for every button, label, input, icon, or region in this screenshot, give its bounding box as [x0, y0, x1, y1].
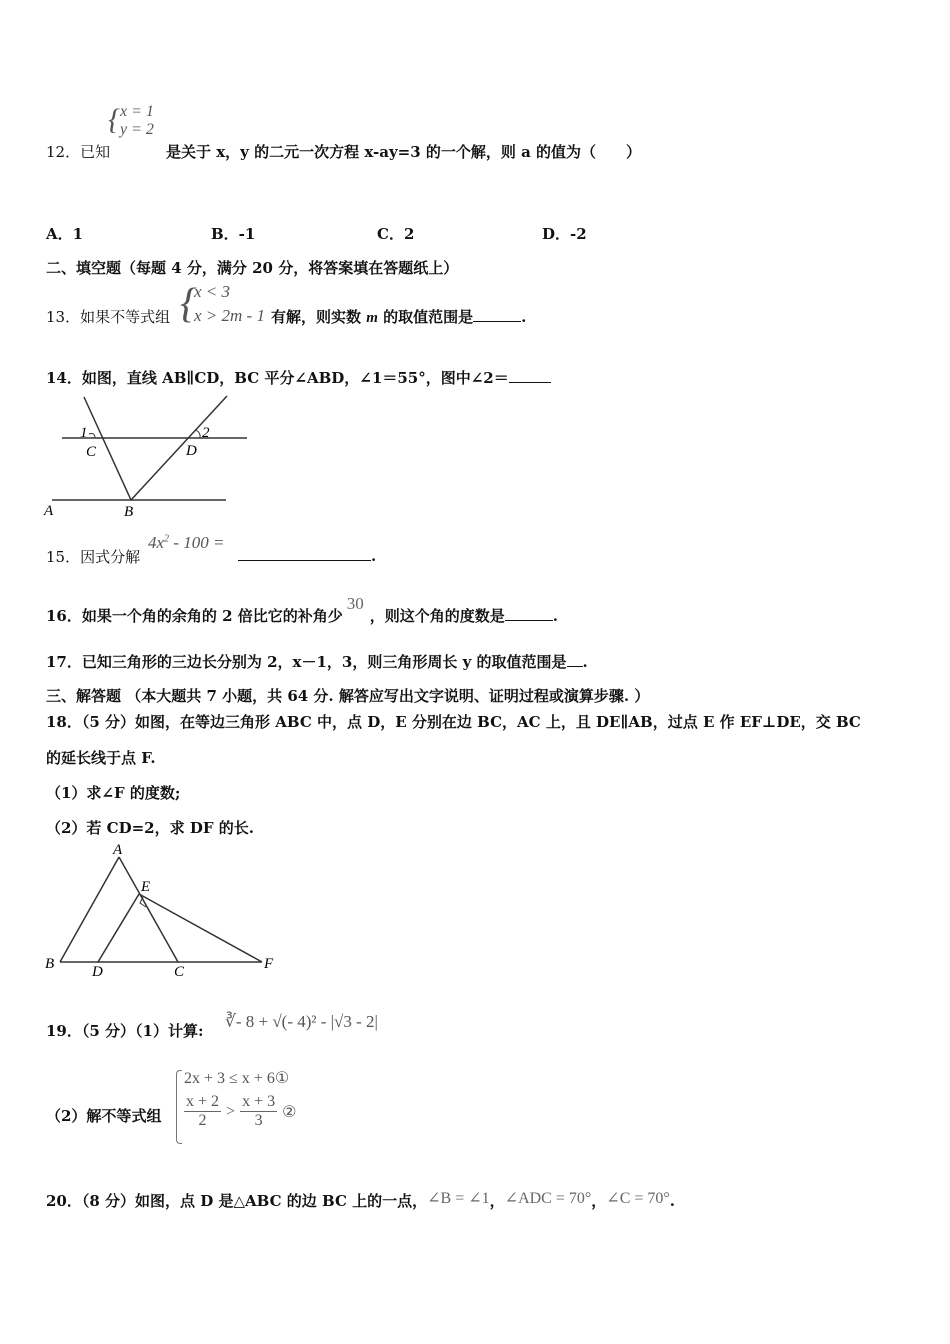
q20-condition-1: ∠B = ∠1	[427, 1190, 490, 1207]
q19-brace	[176, 1070, 182, 1144]
q19-expression: ∛- 8 + √(- 4)² - |√3 - 2|	[225, 1012, 378, 1031]
q17-answer-blank[interactable]	[567, 652, 583, 667]
q16-answer-blank[interactable]	[505, 606, 553, 621]
q12-eq1: x = 1	[120, 103, 154, 120]
q19-frac2-den: 3	[254, 1112, 263, 1129]
q13-text-b: 的取值范围是	[383, 308, 474, 326]
q15-number: 15．因式分解	[46, 548, 141, 566]
q13-text-a: 有解，则实数	[271, 308, 362, 326]
q15-expr-sup: 2	[164, 533, 170, 545]
section-2-heading: 二、填空题（每题 4 分，满分 20 分，将答案填在答题纸上）	[46, 259, 459, 277]
q12-number: 12．已知	[46, 143, 111, 161]
label-b: B	[124, 504, 134, 520]
q20-condition-3: ∠C = 70°	[606, 1190, 670, 1207]
q14-figure	[40, 392, 260, 522]
q12-option-c[interactable]: C．2	[377, 225, 415, 243]
label-b: B	[45, 956, 55, 972]
q20-sep-1: ，	[489, 1192, 505, 1210]
q13-text	[271, 306, 526, 327]
segment-ef	[139, 894, 262, 962]
q16-value: 30	[346, 594, 364, 613]
q19-part1: 19．（5 分）（1）计算:	[46, 1022, 204, 1040]
q17-question: 17．已知三角形的三边长分别为 2，x－1，3，则三角形周长 y 的取值范围是	[46, 653, 567, 671]
segment-de	[98, 894, 139, 962]
q15-expression	[148, 533, 224, 553]
q14-text	[46, 367, 551, 388]
q20-text	[46, 1190, 675, 1211]
q15-answer-blank[interactable]	[238, 546, 371, 561]
label-e: E	[141, 879, 151, 895]
q17-text	[46, 651, 588, 672]
q20-question: 20．（8 分）如图，点 D 是△ABC 的边 BC 上的一点，	[46, 1192, 428, 1210]
q19-frac2-num: x + 3	[242, 1093, 276, 1110]
q12-option-a[interactable]: A．1	[46, 225, 84, 243]
q20-sep-2: ，	[591, 1192, 607, 1210]
q19-ineq1: 2x + 3 ≤ x + 6①	[184, 1070, 290, 1087]
q12-option-d[interactable]: D．-2	[542, 225, 587, 243]
q16-end: .	[552, 607, 559, 625]
label-a: A	[113, 842, 123, 858]
label-angle-2: 2	[202, 425, 210, 441]
q12-system: { x = 1 y = 2	[108, 103, 154, 138]
q12-option-b[interactable]: B．-1	[211, 225, 256, 243]
segment-ac	[119, 857, 178, 962]
q18-line2: 的延长线于点 F.	[46, 749, 156, 767]
q16-text-a: 16．如果一个角的余角的 2 倍比它的补角少	[46, 607, 343, 625]
q20-end: .	[669, 1192, 676, 1210]
q18-part2: （2）若 CD=2，求 DF 的长.	[46, 819, 254, 837]
q15-expr-a: 4x	[148, 533, 165, 552]
q12-eq2: y = 2	[120, 121, 154, 138]
label-c: C	[86, 444, 97, 460]
segment-ab	[60, 857, 119, 962]
q17-end: .	[582, 653, 588, 671]
label-f: F	[264, 956, 274, 972]
label-a: A	[44, 503, 54, 519]
q13-end: .	[521, 308, 527, 326]
label-c: C	[174, 964, 185, 980]
q19-mark-2: ②	[282, 1103, 297, 1121]
q13-ineq1: x < 3	[194, 282, 231, 301]
q13-system: { x < 3 x > 2m - 1	[180, 281, 265, 327]
q20-condition-2: ∠ADC = 70°	[504, 1190, 592, 1207]
q12-text: 是关于 x，y 的二元一次方程 x-ay=3 的一个解，则 a 的值为（ ）	[166, 143, 642, 161]
q15-answer	[238, 546, 376, 565]
q16-text	[46, 594, 559, 626]
q19-ineq2	[184, 1093, 296, 1130]
q19-system	[176, 1068, 296, 1130]
q13-number: 13．如果不等式组	[46, 308, 171, 326]
angle-2-arc	[196, 430, 200, 438]
q19-gt: >	[226, 1102, 236, 1120]
q19-part2: （2）解不等式组	[46, 1107, 162, 1125]
q18-part1: （1）求∠F 的度数;	[46, 784, 181, 802]
q14-question: 14．如图，直线 AB∥CD，BC 平分∠ABD，∠1＝55°，图中∠2＝	[46, 369, 509, 387]
q19-frac2	[240, 1093, 277, 1130]
section-3-heading: 三、解答题 （本大题共 7 小题，共 64 分. 解答应写出文字说明、证明过程或演算步骤. ）	[46, 687, 650, 705]
q13-ineq2: x > 2m - 1	[194, 306, 265, 325]
q13-var: m	[366, 310, 378, 326]
label-d: D	[92, 964, 103, 980]
q19-frac1-den: 2	[198, 1112, 207, 1129]
q16-text-b: ，则这个角的度数是	[369, 607, 505, 625]
q18-line1: 18．（5 分）如图，在等边三角形 ABC 中，点 D，E 分别在边 BC，AC 上，且 DE∥AB，过点 E 作 EF⊥DE，交 BC	[46, 713, 861, 731]
q14-answer-blank[interactable]	[509, 368, 551, 383]
q19-frac1-num: x + 2	[186, 1093, 220, 1110]
q15-end: .	[371, 547, 377, 565]
segment-bd	[131, 396, 227, 500]
label-angle-1: 1	[80, 425, 88, 441]
q18-figure	[38, 842, 288, 982]
label-d: D	[186, 443, 197, 459]
q13-answer-blank[interactable]	[473, 307, 521, 322]
q19-frac1	[184, 1093, 221, 1130]
q15-expr-b: - 100 =	[169, 533, 225, 552]
